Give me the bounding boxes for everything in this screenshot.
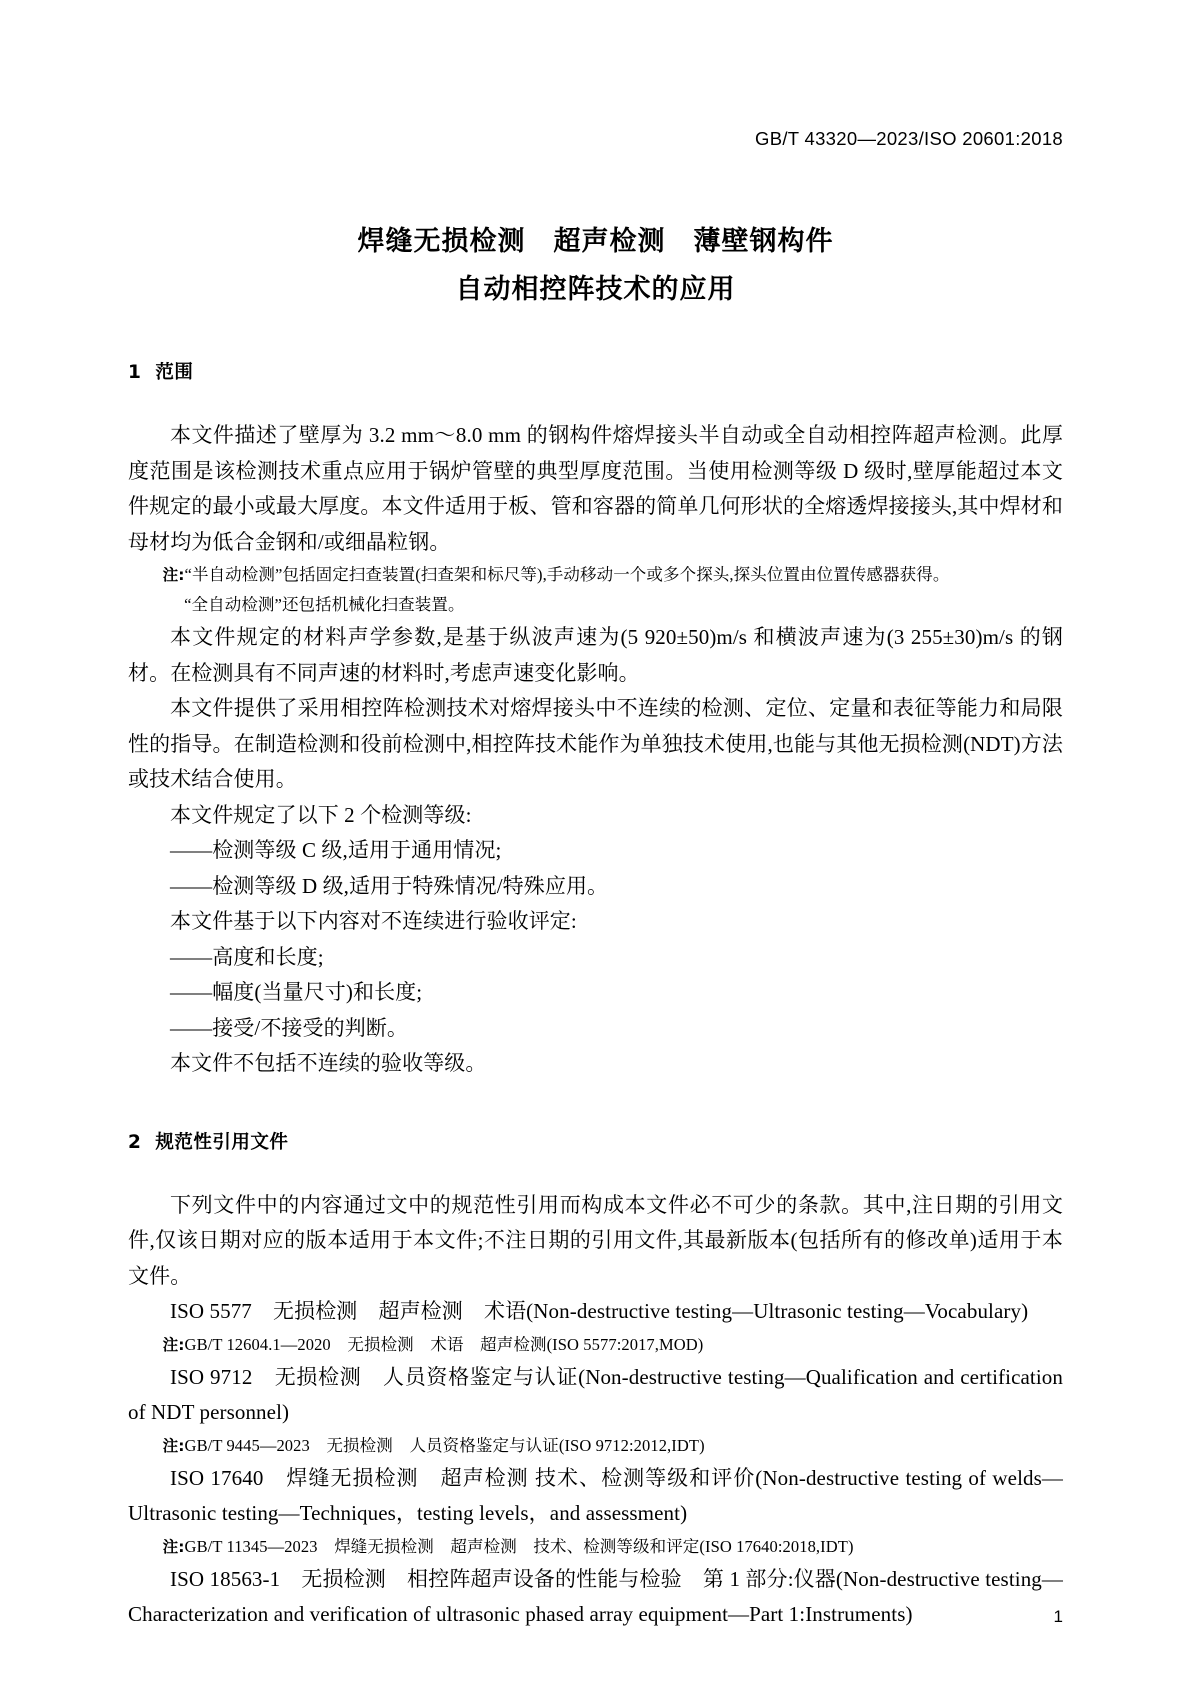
note-label: 注: [162, 1335, 185, 1354]
clause-1-number: 1 [128, 362, 142, 383]
reference-iso-18563-1: ISO 18563-1 无损检测 相控阵超声设备的性能与检验 第 1 部分:仪器(Non-destructive testing—Characterization and verification of ultrasonic phased array equipment—Part 1:Instruments) [128, 1566, 1063, 1626]
document-title-line-2: 自动相控阵技术的应用 [455, 274, 736, 305]
clause-1-note-1 [128, 560, 1063, 590]
document-title-line-1: 焊缝无损检测 超声检测 薄壁钢构件 [357, 226, 834, 257]
clause-1-list-item-1: ——检测等级 C 级,适用于通用情况; [170, 838, 502, 862]
running-header-standard-number: GB/T 43320—2023/ISO 20601:2018 [755, 128, 1063, 149]
clause-1-heading [128, 358, 1063, 388]
document-body [128, 358, 1063, 1633]
note-text: GB/T 9445—2023 无损检测 人员资格鉴定与认证(ISO 9712:2012,IDT) [184, 1435, 705, 1455]
clause-1-paragraph-5: 本文件基于以下内容对不连续进行验收评定: [170, 909, 577, 933]
clause-1-paragraph-1: 本文件描述了壁厚为 3.2 mm～8.0 mm 的钢构件熔焊接头半自动或全自动相控阵超声检测。此厚度范围是该检测技术重点应用于锅炉管壁的典型厚度范围。当使用检测等级 D 级时,壁厚能超过本文件规定的最小或最大厚度。本文件适用于板、管和容器的简单几何形状的全熔透焊接接头,其中焊材和母材均为低合金钢和/或细晶粒钢。 [128, 423, 1063, 554]
note-text: GB/T 12604.1—2020 无损检测 术语 超声检测(ISO 5577:2017,MOD) [184, 1334, 704, 1354]
clause-2-number: 2 [128, 1131, 142, 1153]
clause-2-paragraph-1: 下列文件中的内容通过文中的规范性引用而构成本文件必不可少的条款。其中,注日期的引用文件,仅该日期对应的版本适用于本文件;不注日期的引用文件,其最新版本(包括所有的修改单)适用于本文件。 [128, 1192, 1063, 1288]
clause-2-heading [128, 1128, 1063, 1158]
clause-1-list-item-5: ——接受/不接受的判断。 [170, 1015, 409, 1040]
clause-1-list-item-3: ——高度和长度; [170, 944, 324, 969]
document-title [0, 218, 1191, 314]
clause-1-paragraph-3: 本文件提供了采用相控阵检测技术对熔焊接头中不连续的检测、定位、定量和表征等能力和局限性的指导。在制造检测和役前检测中,相控阵技术能作为单独技术使用,也能与其他无损检测(NDT)方法或技术结合使用。 [128, 696, 1063, 791]
clause-1-paragraph-2: 本文件规定的材料声学参数,是基于纵波声速为(5 920±50)m/s 和横波声速为(3 255±30)m/s 的钢材。在检测具有不同声速的材料时,考虑声速变化影响。 [128, 625, 1063, 685]
page-number: 1 [1053, 1607, 1063, 1626]
clause-1-note-1-continued: “全自动检测”还包括机械化扫查装置。 [184, 595, 465, 614]
clause-2-title: 规范性引用文件 [155, 1131, 289, 1153]
note-label: 注: [162, 1537, 185, 1556]
reference-iso-9712-note [128, 1431, 1063, 1461]
reference-iso-5577: ISO 5577 无损检测 超声检测 术语(Non-destructive testing—Ultrasonic testing—Vocabulary) [170, 1299, 1029, 1323]
reference-iso-17640-note [128, 1532, 1063, 1562]
clause-1-paragraph-4: 本文件规定了以下 2 个检测等级: [170, 802, 472, 827]
reference-iso-9712: ISO 9712 无损检测 人员资格鉴定与认证(Non-destructive testing—Qualification and certification of NDT personnel) [128, 1364, 1063, 1424]
clause-1-title: 范围 [155, 362, 194, 383]
reference-iso-17640: ISO 17640 焊缝无损检测 超声检测 技术、检测等级和评价(Non-destructive testing of welds—Ultrasonic testing—Techniques，testing levels，and assessment) [128, 1465, 1063, 1525]
note-text: GB/T 11345—2023 焊缝无损检测 超声检测 技术、检测等级和评定(ISO 17640:2018,IDT) [184, 1536, 854, 1556]
reference-iso-5577-note [128, 1330, 1063, 1360]
note-text: “半自动检测”包括固定扫查装置(扫查架和标尺等),手动移动一个或多个探头,探头位置由位置传感器获得。 [184, 565, 950, 584]
clause-1-list-item-4: ——幅度(当量尺寸)和长度; [170, 980, 423, 1004]
clause-1-list-item-2: ——检测等级 D 级,适用于特殊情况/特殊应用。 [170, 873, 609, 898]
clause-1-paragraph-6: 本文件不包括不连续的验收等级。 [170, 1051, 487, 1075]
note-label: 注: [162, 566, 185, 584]
note-label: 注: [162, 1436, 185, 1455]
